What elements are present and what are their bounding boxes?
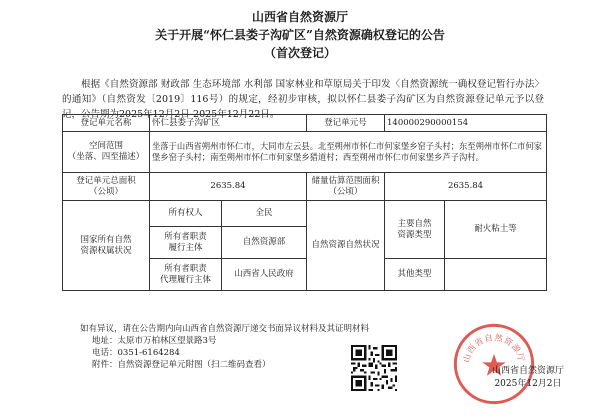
spatial-range-label-line1: 空间范围 [88, 141, 123, 151]
table-row [63, 132, 547, 173]
objection-note [80, 323, 369, 371]
owner-value: 全民 [222, 201, 307, 227]
total-area-label-line2: （公顷） [88, 186, 123, 197]
issuer-name: 山西省自然资源厅 [491, 366, 564, 376]
table-row [63, 115, 547, 132]
spatial-range-description: 坐落于山西省朔州市怀仁市，大同市左云县。北至朔州市怀仁市何家堡乡窑子头村；东至朔州市怀仁市何家堡乡窑子头村；南至朔州市怀仁市何家堡乡猎道村；西至朔州市怀仁市何家堡乡芦子沟村。 [150, 132, 547, 173]
ownership-status-label [63, 201, 150, 291]
spatial-range-label-line2: （坐落、四至描述） [67, 152, 145, 162]
announcement-body: 根据《自然资源部 财政部 生态环境部 水利部 国家林业和草原局关于印发〈自然资源统一确权登记暂行办法〉的通知》（自然资发〔2019〕116号）的规定，经初步审核，拟以怀仁县娄子沟矿区为自然资源登记单元予以登记，公告期为2025年12月2日-2025年12月22日。 [62, 79, 544, 120]
unit-name-label: 登记单元名称 [63, 115, 150, 132]
duty-subject-label-line1: 所有者职责 [164, 231, 207, 242]
reserve-area-value: 2635.84 [385, 173, 547, 201]
table-row [63, 173, 547, 201]
issuing-office-title: 山西省自然资源厅 [251, 10, 348, 24]
resource-status-label: 自然资源自然状况 [307, 201, 385, 291]
agent-subject-label [150, 259, 222, 291]
duty-subject-value: 自然资源部 [222, 227, 307, 259]
total-area-label [63, 173, 150, 201]
unit-code-value: 140000290000154 [385, 115, 547, 132]
phone-line: 电话：0351-6164284 [92, 348, 180, 358]
reserve-area-label-line2: （公顷） [328, 186, 363, 197]
duty-subject-label [150, 227, 222, 259]
total-area-value: 2635.84 [150, 173, 307, 201]
ownership-status-label-line2: 资源权属状况 [80, 245, 132, 256]
registration-table [62, 114, 547, 291]
agent-subject-label-line2: 代理履行主体 [159, 274, 211, 285]
owner-label: 所有权人 [150, 201, 222, 227]
issue-date: 2025年12月2日 [494, 379, 562, 389]
registration-type: （首次登记） [263, 46, 336, 60]
agent-subject-value: 山西省人民政府 [222, 259, 307, 291]
unit-name-value: 怀仁县娄子沟矿区 [150, 115, 307, 132]
table-row [63, 201, 547, 227]
other-type-label: 其他类型 [385, 259, 445, 291]
address-line: 地址：太原市万柏林区望景路3号 [92, 336, 217, 346]
main-type-label-line2: 资源类型 [397, 229, 432, 240]
official-seal-icon [452, 322, 536, 406]
ownership-status-label-line1: 国家所有自然 [80, 234, 132, 245]
agent-subject-label-line1: 所有者职责 [164, 263, 207, 274]
announcement-header [0, 8, 600, 62]
qr-code-icon[interactable] [351, 345, 397, 391]
issuer-block [478, 365, 578, 391]
other-type-value [445, 259, 547, 291]
total-area-label-line1: 登记单元总面积 [76, 175, 136, 186]
attachment-line: 附件：自然资源登记单元附图（扫二维码查看） [92, 360, 271, 370]
reserve-area-label [307, 173, 385, 201]
main-type-value: 耐火粘土等 [445, 201, 547, 259]
main-type-label [385, 201, 445, 259]
seal-text: 山西省自然资源厅 [460, 332, 528, 364]
unit-code-label: 登记单元号 [307, 115, 385, 132]
main-type-label-line1: 主要自然 [397, 218, 432, 229]
announcement-title: 关于开展“怀仁县娄子沟矿区”自然资源确权登记的公告 [155, 28, 445, 42]
spatial-range-label [63, 132, 150, 173]
duty-subject-label-line2: 履行主体 [168, 242, 203, 253]
objection-line: 如有异议，请在公告期内向山西省自然资源厅递交书面异议材料及其证明材料 [80, 324, 370, 334]
reserve-area-label-line1: 储量估算范围面积 [311, 175, 380, 186]
